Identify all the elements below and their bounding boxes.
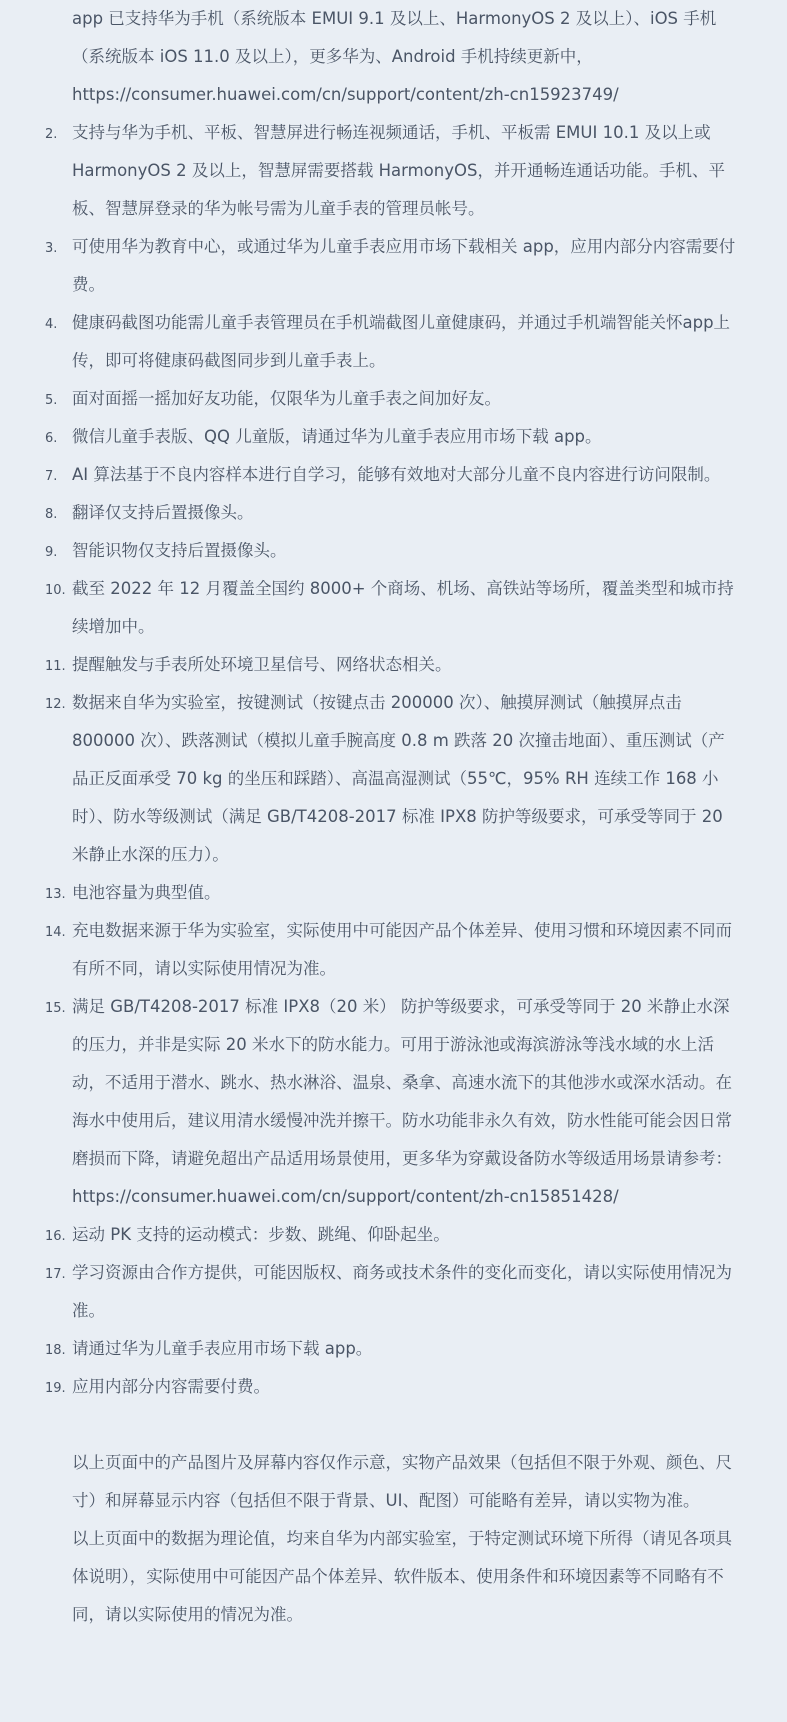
footnote-number: 14. — [45, 925, 66, 940]
footnote-number: 9. — [45, 545, 58, 560]
footnote-text: 支持与华为手机、平板、智慧屏进行畅连视频通话，手机、平板需 EMUI 10.1 及以上或 HarmonyOS 2 及以上，智慧屏需要搭载 HarmonyOS，并开通畅连通话功能。手机、平板、智慧屏登录的华为帐号需为儿童手表的管理员帐号。 — [72, 123, 725, 218]
footnote-text: 可使用华为教育中心，或通过华为儿童手表应用市场下载相关 app，应用内部分内容需要付费。 — [72, 237, 736, 294]
footnote-item — [45, 988, 737, 1216]
footnote-text: 智能识物仅支持后置摄像头。 — [72, 541, 287, 560]
footnote-number: 17. — [45, 1267, 66, 1282]
footnote-item — [45, 380, 737, 418]
footnote-number: 15. — [45, 1001, 66, 1016]
footnote-number: 5. — [45, 393, 58, 408]
footnote-number: 18. — [45, 1343, 66, 1358]
footnote-item — [45, 114, 737, 228]
footnote-number: 7. — [45, 469, 58, 484]
footnote-item — [45, 456, 737, 494]
footnote-item — [45, 570, 737, 646]
footnote-text: 微信儿童手表版、QQ 儿童版，请通过华为儿童手表应用市场下载 app。 — [72, 427, 602, 446]
disclaimer-paragraph-2: 以上页面中的数据为理论值，均来自华为内部实验室，于特定测试环境下所得（请见各项具体说明），实际使用中可能因产品个体差异、软件版本、使用条件和环境因素等不同略有不同，请以实际使用的情况为准。 — [72, 1529, 732, 1624]
footnote-number: 11. — [45, 659, 66, 674]
footnote-number: 8. — [45, 507, 58, 522]
footnote-text: 翻译仅支持后置摄像头。 — [72, 503, 254, 522]
footnote-item — [45, 646, 737, 684]
footnote-number: 13. — [45, 887, 66, 902]
footnote-number: 3. — [45, 241, 58, 256]
disclaimer-paragraph-1: 以上页面中的产品图片及屏幕内容仅作示意，实物产品效果（包括但不限于外观、颜色、尺寸）和屏幕显示内容（包括但不限于背景、UI、配图）可能略有差异，请以实物为准。 — [72, 1453, 732, 1510]
footnote-text: 请通过华为儿童手表应用市场下载 app。 — [72, 1339, 373, 1358]
footnote-text: AI 算法基于不良内容样本进行自学习，能够有效地对大部分儿童不良内容进行访问限制。 — [72, 465, 721, 484]
disclaimer — [45, 1444, 737, 1634]
footnote-item — [45, 418, 737, 456]
footnote-text: 学习资源由合作方提供，可能因版权、商务或技术条件的变化而变化，请以实际使用情况为准。 — [72, 1263, 732, 1320]
footnote-item — [45, 228, 737, 304]
footnote-text: 电池容量为典型值。 — [72, 883, 221, 902]
footnotes-list — [45, 114, 737, 1406]
footnote-text: 数据来自华为实验室，按键测试（按键点击 200000 次）、触摸屏测试（触摸屏点击 800000 次）、跌落测试（模拟儿童手腕高度 0.8 m 跌落 20 次撞击地面）、重压测试（产品正反面承受 70 kg 的坐压和踩踏）、高温高湿测试（55℃，95% RH 连续工作 168 小时）、防水等级测试（满足 GB/T4208-2017 标准 IPX8 防护等级要求，可承受等同于 20 米静止水深的压力）。 — [72, 693, 725, 864]
footnote-item — [45, 1254, 737, 1330]
footnote-number: 6. — [45, 431, 58, 446]
footnote-text: 应用内部分内容需要付费。 — [72, 1377, 270, 1396]
footnote-item — [45, 874, 737, 912]
footnote-item — [45, 1368, 737, 1406]
footnote-item — [45, 1330, 737, 1368]
footnote-number: 19. — [45, 1381, 66, 1396]
footnote-item — [45, 912, 737, 988]
footnote-number: 2. — [45, 127, 58, 142]
footnote-text: 充电数据来源于华为实验室，实际使用中可能因产品个体差异、使用习惯和环境因素不同而有所不同，请以实际使用情况为准。 — [72, 921, 732, 978]
footnote-text: 满足 GB/T4208-2017 标准 IPX8（20 米） 防护等级要求，可承受等同于 20 米静止水深的压力，并非是实际 20 米水下的防水能力。可用于游泳池或海滨游泳等浅水域的水上活动，不适用于潜水、跳水、热水淋浴、温泉、桑拿、高速水流下的其他涉水或深水活动。在海水中使用后，建议用清水缓慢冲洗并擦干。防水功能非永久有效，防水性能可能会因日常磨损而下降，请避免超出产品适用场景使用，更多华为穿戴设备防水等级适用场景请参考：https://consumer.huawei.com/cn/support/content/zh-cn15851428/ — [72, 997, 732, 1206]
footnote-number: 10. — [45, 583, 66, 598]
note-1-text: app 已支持华为手机（系统版本 EMUI 9.1 及以上、HarmonyOS 2 及以上）、iOS 手机（系统版本 iOS 11.0 及以上），更多华为、Android 手机持续更新中，https://consumer.huawei.com/cn/support/content/zh-cn15923749/ — [72, 9, 717, 104]
footnote-item — [45, 494, 737, 532]
footnote-number: 16. — [45, 1229, 66, 1244]
footnote-number: 4. — [45, 317, 58, 332]
footnote-text: 运动 PK 支持的运动模式：步数、跳绳、仰卧起坐。 — [72, 1225, 450, 1244]
footnote-text: 面对面摇一摇加好友功能，仅限华为儿童手表之间加好友。 — [72, 389, 501, 408]
footnote-item — [45, 532, 737, 570]
note-1-continuation — [45, 0, 737, 114]
footnote-number: 12. — [45, 697, 66, 712]
footnote-text: 健康码截图功能需儿童手表管理员在手机端截图儿童健康码，并通过手机端智能关怀app上传，即可将健康码截图同步到儿童手表上。 — [72, 313, 731, 370]
footnote-item — [45, 684, 737, 874]
footnote-item — [45, 1216, 737, 1254]
footnote-item — [45, 304, 737, 380]
footnote-text: 提醒触发与手表所处环境卫星信号、网络状态相关。 — [72, 655, 452, 674]
footnote-text: 截至 2022 年 12 月覆盖全国约 8000+ 个商场、机场、高铁站等场所，覆盖类型和城市持续增加中。 — [72, 579, 734, 636]
